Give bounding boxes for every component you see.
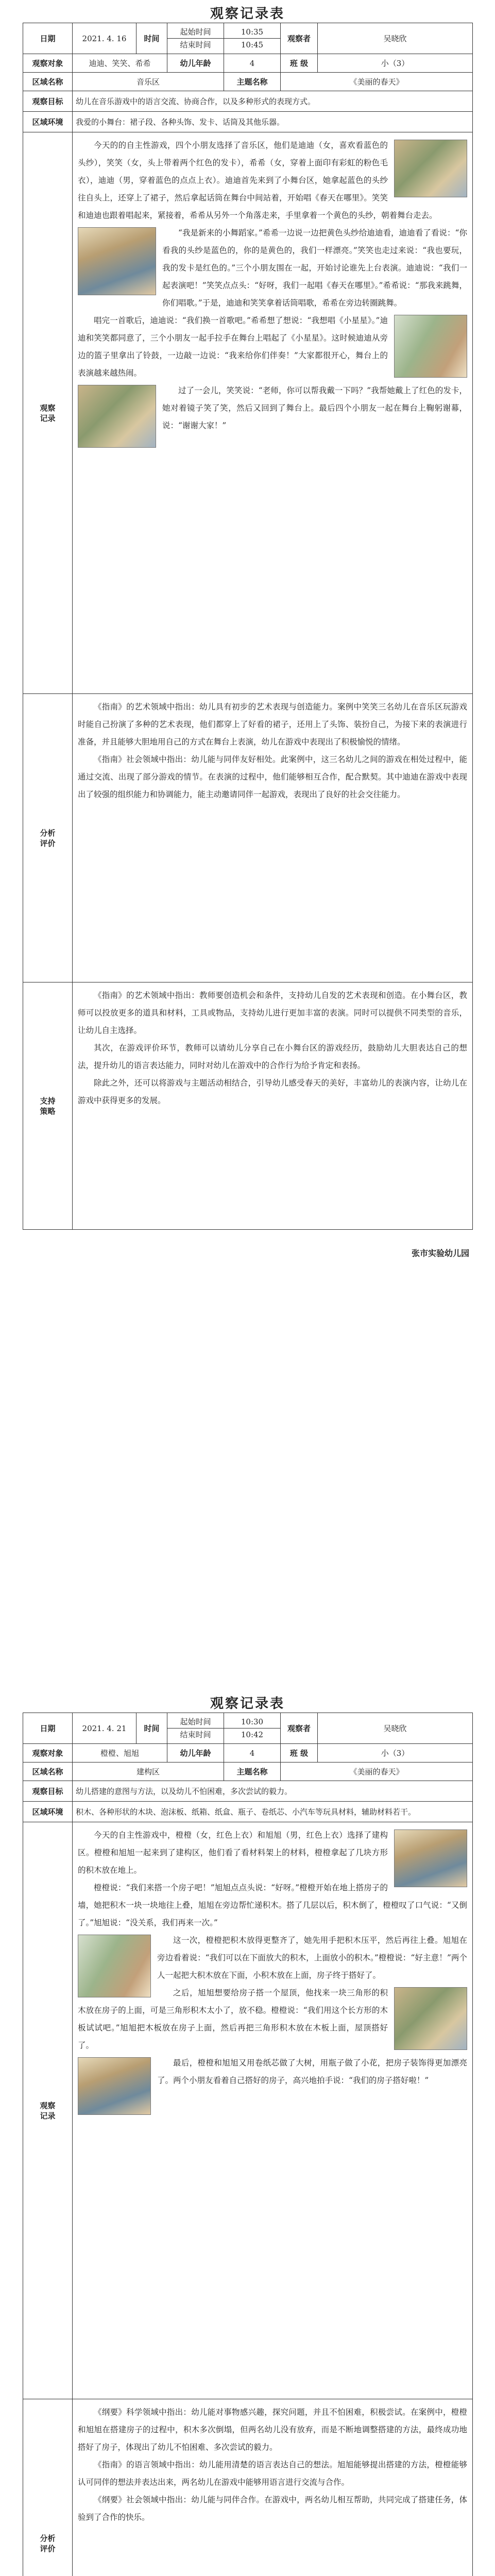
theme-label: 主题名称 — [224, 1762, 281, 1781]
record-paragraph-5: 最后，橙橙和旭旭又用卷纸芯做了大树，用瓶子做了小花，把房子装饰得更加漂亮了。两个小朋友看着自己搭好的房子，高兴地拍手说：“我们的房子搭好啦！” — [157, 2058, 468, 2085]
analysis-paragraph-1: 《指南》的艺术领域中指出：幼儿具有初步的艺术表现与创造能力。案例中笑笑三名幼儿在音乐区玩游戏时能自己扮演了多种的艺术表现，他们都穿上了好看的裙子，还用上了头饰、装扮自己，为接下来的表演进行准备，并且能够大胆地用自己的方式在舞台上表演，幼儿在游戏中表现出了积极愉悦的情绪。 — [78, 702, 468, 747]
observation-table — [23, 1713, 473, 2576]
photo-roof-building — [394, 1987, 467, 2050]
end-time-value: 10:45 — [241, 40, 264, 49]
analysis-paragraph-2: 《指南》的语言领域中指出：幼儿能用清楚的语言表达自己的想法。旭旭能够提出搭建的方法，橙橙能够认可同伴的想法并表达出来，两名幼儿在游戏中能够用语言进行交流与合作。 — [78, 2460, 468, 2487]
support-paragraph-3: 除此之外，还可以将游戏与主题活动相结合，引导幼儿感受春天的美好，丰富幼儿的表演内容，让幼儿在游戏中获得更多的发展。 — [78, 1078, 468, 1105]
analysis-paragraph-1: 《纲要》科学领域中指出：幼儿能对事物感兴趣，探究问题，并且不怕困难，积极尝试。在案例中，橙橙和旭旭在搭建房子的过程中，积木多次倒塌，但两名幼儿没有放弃，而是不断地调整搭建的方法，最终成功地搭好了房子，体现出了幼儿不怕困难、多次尝试的毅力。 — [78, 2408, 468, 2452]
record-label: 观察 记录 — [23, 132, 73, 694]
photo-building-blocks — [394, 1829, 467, 1887]
photo-children-dressing — [78, 227, 156, 295]
class-value: 小（3） — [318, 54, 473, 73]
env-value: 积木、各种形状的木块、泡沫板、纸箱、纸盒、瓶子、卷纸芯、小汽车等玩具材料，辅助材料若干。 — [73, 1802, 473, 1822]
support-section — [73, 982, 473, 1230]
record-section — [73, 132, 473, 694]
goal-value: 幼儿搭建的意图与方法，以及幼儿不怕困难，多次尝试的毅力。 — [73, 1781, 473, 1802]
observer-value: 吴晓欣 — [318, 23, 473, 54]
time-label: 时间 — [136, 1713, 167, 1744]
start-time-value: 10:30 — [224, 1716, 280, 1728]
time-label: 时间 — [136, 23, 167, 54]
area-value: 建构区 — [73, 1762, 224, 1781]
goal-value: 幼儿在音乐游戏中的语言交流、协商合作，以及多种形式的表现方式。 — [73, 91, 473, 112]
analysis-label: 分析 评价 — [23, 694, 73, 982]
env-label: 区域环境 — [23, 112, 73, 132]
record-paragraph-4: 之后，旭旭想要给房子搭一个屋顶，他找来一块三角形的积木放在房子的上面，可是三角形积木太小了，放不稳。橙橙说：“我们用这个长方形的木板试试吧。”旭旭把木板放在房子上面，然后再把三角形积木放在木板上面，屋顶搭好了。 — [78, 1988, 388, 2050]
observer-value: 吴晓欣 — [318, 1713, 473, 1744]
theme-value: 《美丽的春天》 — [281, 73, 473, 91]
support-label: 支持 策略 — [23, 982, 73, 1230]
age-label: 幼儿年龄 — [167, 1744, 224, 1762]
date-label: 日期 — [23, 23, 73, 54]
observer-label: 观察者 — [281, 1713, 318, 1744]
photo-finished-house — [78, 2057, 151, 2115]
school-name: 张市实验幼儿园 — [411, 1248, 469, 1258]
date-value: 2021. 4. 16 — [73, 23, 136, 54]
start-time-label: 起始时间 — [167, 26, 224, 39]
page-title: 观察记录表 — [210, 6, 285, 22]
area-label: 区域名称 — [23, 73, 73, 91]
target-value: 迪迪、笑笑、希希 — [73, 54, 167, 73]
observation-table — [23, 23, 473, 1230]
analysis-section — [73, 2399, 473, 2576]
support-paragraph-1: 《指南》的艺术领域中指出：教师要创造机会和条件，支持幼儿自发的艺术表现和创造。在小舞台区，教师可以投放更多的道具和材料，工具或物品，支持幼儿进行更加丰富的表演。同时可以提供不同类型的音乐，让幼儿自主选择。 — [78, 991, 468, 1035]
record-paragraph-1: 今天的的自主性游戏，四个小朋友选择了音乐区，他们是迪迪（女，喜欢看蓝色的头纱），笑笑（女，头上带着两个红色的发卡），希希（女，穿着上面印有彩虹的粉色毛衣），迪迪（男，穿着蓝色的点点上衣）。迪迪首先来到了小舞台区，她拿起蓝色的头纱往自头上，还穿上了裙子，然后拿起话筒在舞台中间站着，开始唱《春天在哪里》。笑笑和迪迪也跟着唱起来，紧接着，希希从另外一个角落走来，手里拿着一个黄色的头纱，朝着舞台走去。 — [78, 141, 437, 220]
date-value: 2021. 4. 21 — [73, 1713, 136, 1744]
observer-label: 观察者 — [281, 23, 318, 54]
record-paragraph-2: “我是新来的小舞蹈家。”希希一边说一边把黄色头纱给迪迪看，迪迪看了看说：“你看我的头纱是蓝色的，你的是黄色的，我们一样漂亮。”笑笑也走过来说：“我也要玩，我的发卡是红色的。”三个小朋友围在一起，开始讨论谁先上台表演。迪迪说：“我们一起表演吧！”笑笑点点头：“好呀，我们一起唱《春天在哪里》。”希希说：“那我来跳舞，你们唱歌。”于是，迪迪和笑笑拿着话筒唱歌，希希在旁边转圈跳舞。 — [162, 228, 468, 308]
start-time-value: 10:35 — [224, 26, 280, 39]
end-time-label: 结束时间 — [180, 40, 211, 49]
class-label: 班 级 — [281, 1744, 318, 1762]
analysis-paragraph-3: 《纲要》社会领域中指出：幼儿能与同伴合作。在游戏中，两名幼儿相互帮助，共同完成了搭建任务，体验到了合作的快乐。 — [78, 2495, 468, 2522]
analysis-paragraph-2: 《指南》社会领域中指出：幼儿能与同伴友好相处。此案例中，这三名幼儿之间的游戏在相处过程中，能通过交流、出现了部分游戏的情节。在表演的过程中，他们能够相互合作，配合默契。其中迪迪在游戏中表现出了较强的组织能力和协调能力，能主动邀请同伴一起游戏，表现出了良好的社会交往能力。 — [78, 755, 468, 799]
target-value: 橙橙、旭旭 — [73, 1744, 167, 1762]
record-paragraph-2: 橙橙说：“我们来搭一个房子吧！”旭旭点点头说：“好呀。”橙橙开始在地上搭房子的墙，她把积木一块一块地往上叠，旭旭在旁边帮忙递积木。搭了几层以后，积木倒了，橙橙叹了口气说：“又倒了。”旭旭说：“没关系，我们再来一次。” — [78, 1883, 468, 1927]
target-label: 观察对象 — [23, 54, 73, 73]
page-title: 观察记录表 — [210, 1696, 285, 1711]
theme-value: 《美丽的春天》 — [281, 1762, 473, 1781]
start-time-label: 起始时间 — [167, 1716, 224, 1728]
area-value: 音乐区 — [73, 73, 224, 91]
area-label: 区域名称 — [23, 1762, 73, 1781]
photo-children-singing — [394, 315, 467, 378]
support-paragraph-2: 其次，在游戏评价环节，教师可以请幼儿分享自己在小舞台区的游戏经历，鼓励幼儿大胆表达自己的想法，提升幼儿的语言表达能力，同时对幼儿在游戏中的合作行为给予肯定和表扬。 — [78, 1043, 468, 1070]
end-time-value: 10:42 — [241, 1730, 264, 1739]
photo-children-dancing — [78, 385, 156, 448]
goal-label: 观察目标 — [23, 1781, 73, 1802]
photo-children-stage — [394, 140, 467, 197]
class-label: 班 级 — [281, 54, 318, 73]
env-label: 区域环境 — [23, 1802, 73, 1822]
record-label: 观察 记录 — [23, 1822, 73, 2399]
analysis-section — [73, 694, 473, 982]
end-time-label: 结束时间 — [180, 1730, 211, 1739]
analysis-label: 分析 评价 — [23, 2399, 73, 2576]
age-value: 4 — [224, 54, 281, 73]
env-value: 我爱的小舞台：裙子段、各种头饰、发卡、话筒及其他乐器。 — [73, 112, 473, 132]
record-section — [73, 1822, 473, 2399]
record-paragraph-1: 今天的自主性游戏中，橙橙（女，红色上衣）和旭旭（男，红色上衣）选择了建构区。橙橙和旭旭一起来到了建构区，他们看了看材料架上的材料，橙橙拿起了几块方形的积木放在地上。 — [78, 1831, 388, 1875]
record-paragraph-4: 过了一会儿，笑笑说：“老师，你可以帮我戴一下吗？”我帮她戴上了红色的发卡，她对着镜子笑了笑，然后又回到了舞台上。最后四个小朋友一起在舞台上鞠躬谢幕，说：“谢谢大家！” — [162, 386, 468, 430]
age-value: 4 — [224, 1744, 281, 1762]
age-label: 幼儿年龄 — [167, 54, 224, 73]
target-label: 观察对象 — [23, 1744, 73, 1762]
theme-label: 主题名称 — [224, 73, 281, 91]
date-label: 日期 — [23, 1713, 73, 1744]
photo-house-building — [78, 1935, 151, 1997]
record-paragraph-3: 这一次，橙橙把积木放得更整齐了，她先用手把积木压平，然后再往上叠。旭旭在旁边看着说：“我们可以在下面放大的积木，上面放小的积木。”橙橙说：“好主意！”两个人一起把大积木放在下面，小积木放在上面，房子终于搭好了。 — [157, 1936, 468, 1980]
goal-label: 观察目标 — [23, 91, 73, 112]
class-value: 小（3） — [318, 1744, 473, 1762]
record-paragraph-3: 唱完一首歌后，迪迪说：“我们换一首歌吧。”希希想了想说：“我想唱《小星星》。”迪迪和笑笑都同意了，三个小朋友一起手拉手在舞台上唱起了《小星星》。这时候迪迪从旁边的篮子里拿出了铃鼓，一边敲一边说：“我来给你们伴奏！”大家都很开心，舞台上的表演越来越热闹。 — [78, 316, 388, 378]
